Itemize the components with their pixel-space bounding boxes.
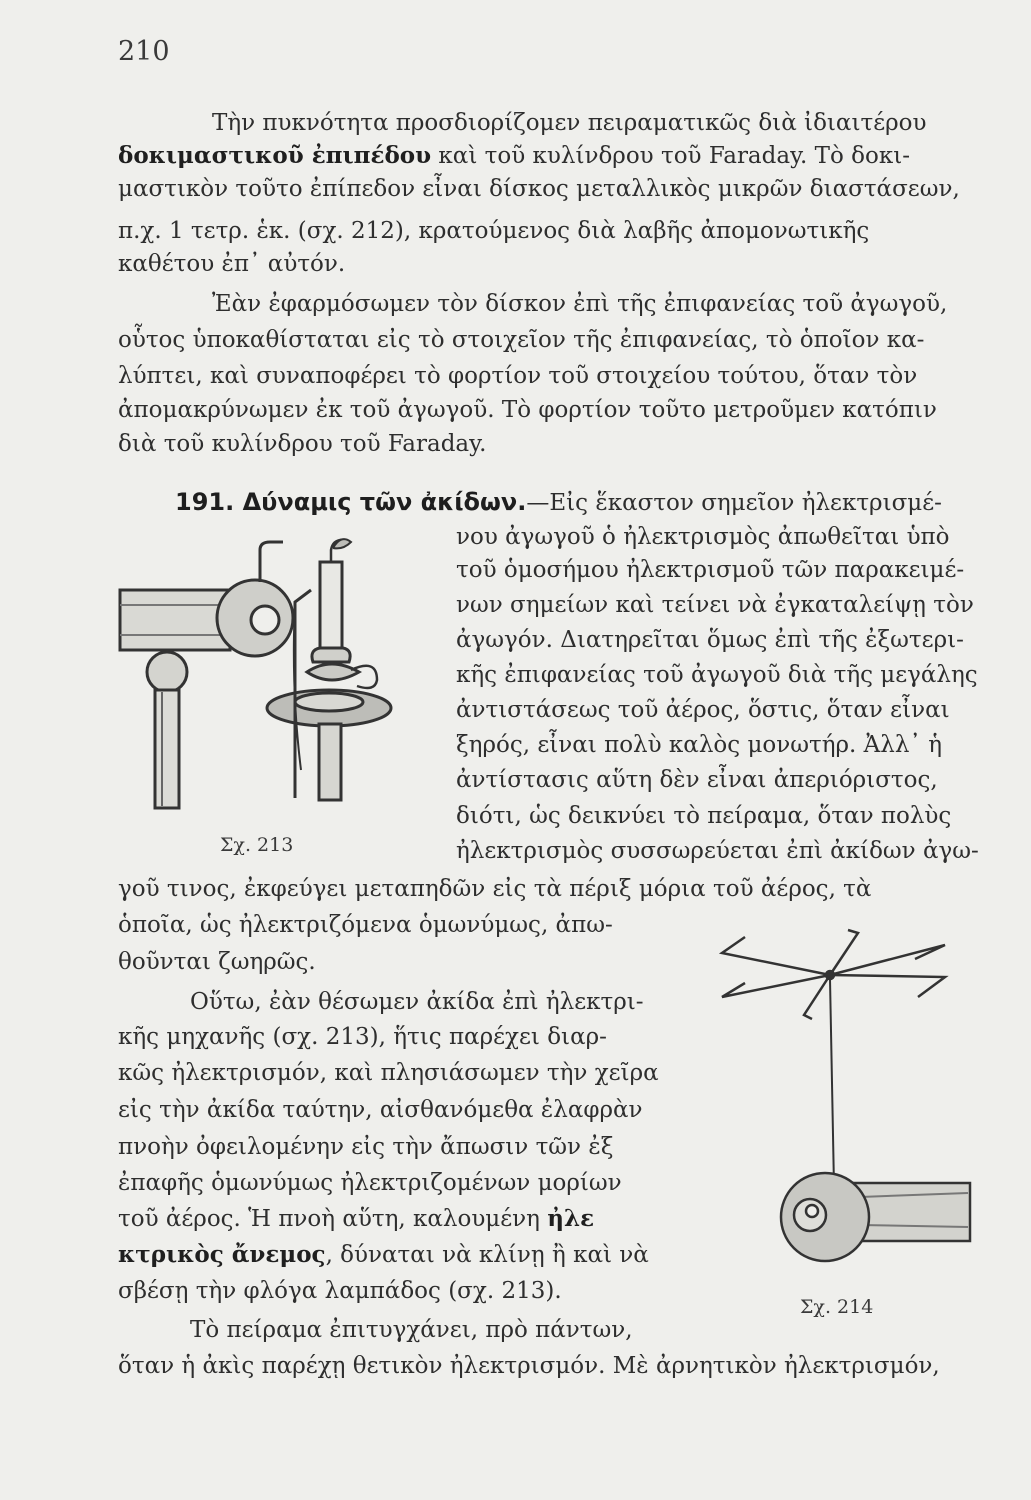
text-line: ὁποῖα, ὡς ἠλεκτριζόμενα ὁμωνύμως, ἀπω- [118, 912, 613, 938]
text-line: Οὕτω, ἐὰν θέσωμεν ἀκίδα ἐπὶ ἠλεκτρι- [190, 989, 644, 1015]
text-line: τοῦ ὁμοσήμου ἠλεκτρισμοῦ τῶν παρακειμέ- [456, 557, 965, 583]
text-line: νου ἀγωγοῦ ὁ ἠλεκτρισμὸς ἀπωθεῖται ὑπὸ [456, 524, 950, 550]
text-line: ὅταν ἡ ἀκὶς παρέχῃ θετικὸν ἠλεκτρισμόν. Μὲ ἀρνητικὸν ἠλεκτρισμόν, [118, 1353, 940, 1379]
text-line: π.χ. 1 τετρ. ἑκ. (σχ. 212), κρατούμενος διὰ λαβῆς ἀπομονωτικῆς [118, 218, 870, 244]
text-line: δοκιμαστικοῦ ἐπιπέδου καὶ τοῦ κυλίνδρου τοῦ Faraday. Τὸ δοκι- [118, 142, 910, 169]
text-line: λύπτει, καὶ συναποφέρει τὸ φορτίον τοῦ στοιχείου τούτου, ὅταν τὸν [118, 363, 918, 389]
text-line: ἀπομακρύνωμεν ἐκ τοῦ ἀγωγοῦ. Τὸ φορτίον τοῦτο μετροῦμεν κατόπιν [118, 397, 937, 423]
text-line: Τὸ πείραμα ἐπιτυγχάνει, πρὸ πάντων, [190, 1317, 633, 1343]
text-line: γοῦ τινος, ἐκφεύγει μεταπηδῶν εἰς τὰ πέριξ μόρια τοῦ ἀέρος, τὰ [118, 876, 872, 902]
text-line: Ἐὰν ἐφαρμόσωμεν τὸν δίσκον ἐπὶ τῆς ἐπιφανείας τοῦ ἀγωγοῦ, [212, 291, 948, 317]
bold-term: δοκιμαστικοῦ ἐπιπέδου [118, 142, 432, 169]
bold-term: κτρικὸς ἄνεμος [118, 1241, 326, 1268]
figure-213-illustration [115, 530, 445, 830]
text-line: ξηρός, εἶναι πολὺ καλὸς μονωτήρ. Ἀλλ᾽ ἡ [456, 732, 942, 758]
page-number: 210 [118, 36, 170, 67]
figure-214-illustration [700, 925, 1000, 1295]
text-line: οὗτος ὑποκαθίσταται εἰς τὸ στοιχεῖον τῆς ἐπιφανείας, τὸ ὁποῖον κα- [118, 327, 925, 353]
text-line: τοῦ ἀέρος. Ἡ πνοὴ αὕτη, καλουμένη ἠλε [118, 1205, 595, 1232]
text-line: ἀντιστάσεως τοῦ ἀέρος, ὅστις, ὅταν εἶναι [456, 697, 950, 723]
figure-214-caption: Σχ. 214 [800, 1296, 874, 1318]
section-heading: 191. Δύναμις τῶν ἀκίδων. [175, 488, 527, 516]
text-line: πνοὴν ὀφειλομένην εἰς τὴν ἄπωσιν τῶν ἐξ [118, 1134, 614, 1160]
text-line: κῶς ἠλεκτρισμόν, καὶ πλησιάσωμεν τὴν χεῖρα [118, 1060, 659, 1086]
text-line: ἀντίστασις αὕτη δὲν εἶναι ἀπεριόριστος, [456, 767, 938, 793]
text-line: διότι, ὡς δεικνύει τὸ πείραμα, ὅταν πολὺς [456, 803, 952, 829]
text-line: μαστικὸν τοῦτο ἐπίπεδον εἶναι δίσκος μεταλλικὸς μικρῶν διαστάσεων, [118, 176, 960, 202]
text-line: κῆς μηχανῆς (σχ. 213), ἥτις παρέχει διαρ- [118, 1024, 607, 1050]
section-heading-line: 191. Δύναμις τῶν ἀκίδων.—Εἰς ἕκαστον σημεῖον ἠλεκτρισμέ- [175, 488, 942, 516]
text-line: ἀγωγόν. Διατηρεῖται ὅμως ἐπὶ τῆς ἐξωτερι- [456, 627, 964, 653]
text-line: θοῦνται ζωηρῶς. [118, 949, 316, 975]
bold-term: ἠλε [547, 1205, 595, 1232]
text-line: εἰς τὴν ἀκίδα ταύτην, αἰσθανόμεθα ἐλαφρὰν [118, 1097, 643, 1123]
text-line: διὰ τοῦ κυλίνδρου τοῦ Faraday. [118, 431, 487, 457]
figure-213-caption: Σχ. 213 [220, 834, 294, 856]
text-line: ἠλεκτρισμὸς συσσωρεύεται ἐπὶ ἀκίδων ἀγω- [456, 838, 979, 864]
text-line: σβέσῃ τὴν φλόγα λαμπάδος (σχ. 213). [118, 1278, 562, 1304]
text-line: κῆς ἐπιφανείας τοῦ ἀγωγοῦ διὰ τῆς μεγάλης [456, 662, 978, 688]
text-line: ἐπαφῆς ὁμωνύμως ἠλεκτριζομένων μορίων [118, 1170, 622, 1196]
text-line: καθέτου ἐπ᾽ αὐτόν. [118, 251, 346, 277]
text-line: Τὴν πυκνότητα προσδιορίζομεν πειραματικῶς διὰ ἰδιαιτέρου [212, 110, 927, 136]
text-line: κτρικὸς ἄνεμος, δύναται νὰ κλίνῃ ἢ καὶ νὰ [118, 1241, 649, 1268]
text-line: νων σημείων καὶ τείνει νὰ ἐγκαταλείψῃ τὸν [456, 592, 974, 618]
